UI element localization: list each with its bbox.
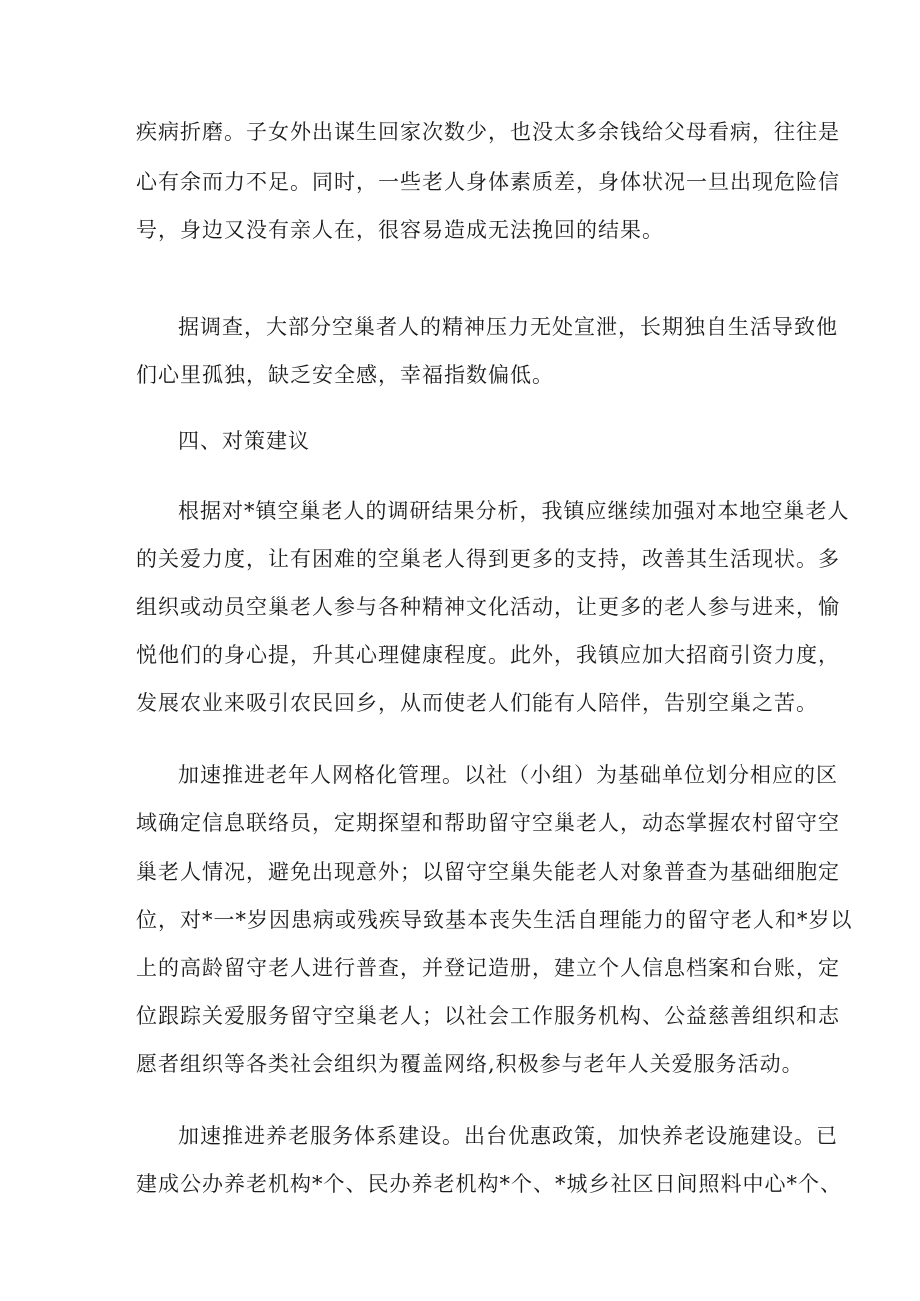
paragraph-4-line-7: 愿者组织等各类社会组织为覆盖网络,积极参与老年人关爱服务活动。 bbox=[136, 1052, 804, 1076]
paragraph-3-line-4: 悦他们的身心提，升其心理健康程度。此外，我镇应加大招商引资力度， bbox=[136, 643, 840, 667]
paragraph-3-line-5: 发展农业来吸引农民回乡，从而使老人们能有人陪伴，告别空巢之苦。 bbox=[136, 691, 818, 715]
paragraph-4-line-2: 域确定信息联络员，定期探望和帮助留守空巢老人，动态掌握农村留守空 bbox=[136, 811, 840, 835]
paragraph-1-line-1: 疾病折磨。子女外出谋生回家次数少，也没太多余钱给父母看病，往往是 bbox=[136, 120, 840, 144]
paragraph-1-line-3: 号，身边又没有亲人在，很容易造成无法挽回的结果。 bbox=[136, 218, 664, 242]
paragraph-2-line-2: 们心里孤独，缺乏安全感，幸福指数偏低。 bbox=[136, 363, 554, 387]
paragraph-2-line-1: 据调查，大部分空巢者人的精神压力无处宣泄，长期独自生活导致他 bbox=[178, 315, 838, 339]
paragraph-4-line-5: 上的高龄留守老人进行普查，并登记造册，建立个人信息档案和台账，定 bbox=[136, 956, 840, 980]
paragraph-3-line-1: 根据对*镇空巢老人的调研结果分析，我镇应继续加强对本地空巢老人 bbox=[178, 499, 850, 523]
paragraph-4-line-4: 位，对*一*岁因患病或残疾导致基本丧失生活自理能力的留守老人和*岁以 bbox=[136, 908, 853, 932]
paragraph-4-line-6: 位跟踪关爱服务留守空巢老人；以社会工作服务机构、公益慈善组织和志 bbox=[136, 1004, 840, 1028]
section-heading: 四、对策建议 bbox=[178, 429, 310, 453]
paragraph-4-line-3: 巢老人情况，避免出现意外；以留守空巢失能老人对象普查为基础细胞定 bbox=[136, 860, 840, 884]
paragraph-5-line-2: 建成公办养老机构*个、民办养老机构*个、*城乡社区日间照料中心*个、 bbox=[136, 1172, 842, 1196]
paragraph-4-line-1: 加速推进老年人网格化管理。以社（小组）为基础单位划分相应的区 bbox=[178, 763, 838, 787]
paragraph-3-line-2: 的关爱力度，让有困难的空巢老人得到更多的支持，改善其生活现状。多 bbox=[136, 547, 840, 571]
paragraph-1-line-2: 心有余而力不足。同时，一些老人身体素质差，身体状况一旦出现危险信 bbox=[136, 170, 840, 194]
paragraph-3-line-3: 组织或动员空巢老人参与各种精神文化活动，让更多的老人参与进来，愉 bbox=[136, 595, 840, 619]
paragraph-5-line-1: 加速推进养老服务体系建设。出台优惠政策，加快养老设施建设。已 bbox=[178, 1124, 838, 1148]
